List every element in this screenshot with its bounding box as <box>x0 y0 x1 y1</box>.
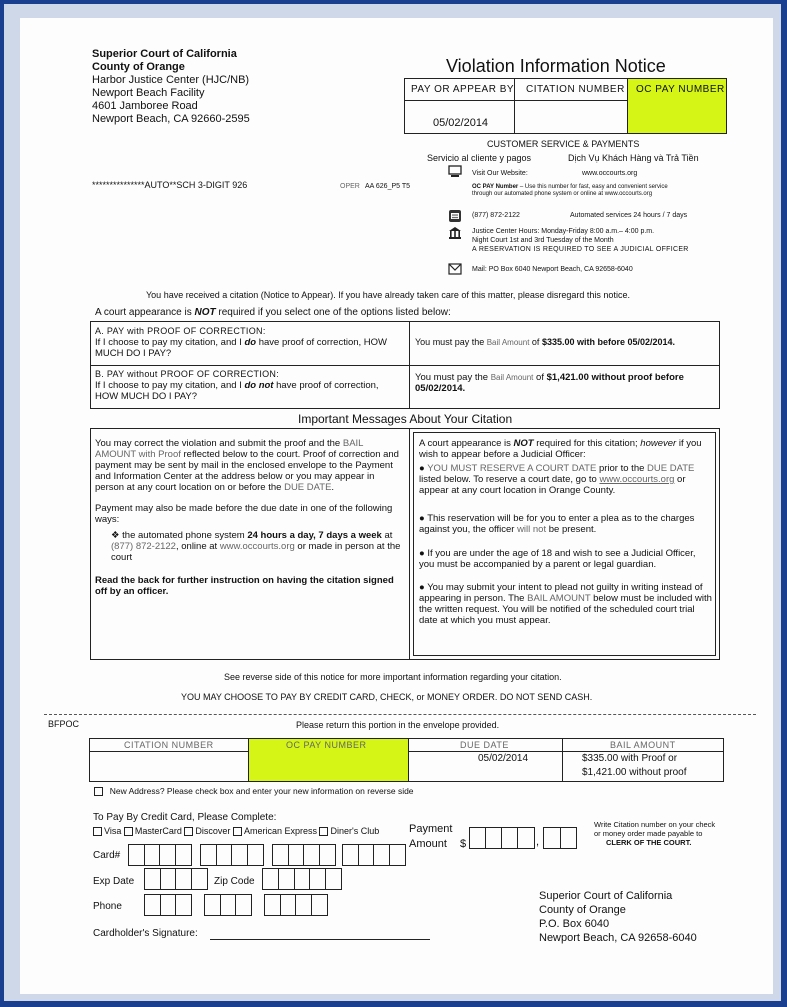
stub-table <box>89 738 724 782</box>
court-center: Harbor Justice Center (HJC/NB) <box>92 74 250 86</box>
reverse-side-note: See reverse side of this notice for more important information regarding your citation. <box>224 672 562 682</box>
payment-methods-note: YOU MAY CHOOSE TO PAY BY CREDIT CARD, CHECK, or MONEY ORDER. DO NOT SEND CASH. <box>181 692 593 702</box>
zip-code-label: Zip Code <box>214 876 255 887</box>
card-number-group-1[interactable] <box>128 844 192 866</box>
discover-checkbox[interactable] <box>184 827 193 836</box>
card-number-group-4[interactable] <box>342 844 406 866</box>
amex-checkbox[interactable] <box>233 827 242 836</box>
left-paragraph-3: ❖ the automated phone system 24 hours a day, 7 days a week at (877) 872-2122, online at www.occourts.org or made in person at the court <box>111 530 401 563</box>
right-paragraph-1: A court appearance is NOT required for this citation; however if you wish to appear before a Judicial Officer: <box>419 438 702 460</box>
exp-date-input[interactable] <box>144 868 208 890</box>
return-addr-court: Superior Court of California <box>539 890 673 902</box>
oper-code: AA 626_P5 T5 <box>365 183 411 190</box>
option-b-question: If I choose to pay my citation, and I do not have proof of correction, HOW MUCH DO I PAY? <box>95 380 379 402</box>
diners-club-checkbox[interactable] <box>319 827 328 836</box>
pay-by-date: 05/02/2014 <box>433 117 489 129</box>
cs-vietnamese: Dịch Vụ Khách Hàng và Trả Tiền <box>568 153 699 163</box>
stub-col-ocpay: OC PAY NUMBER <box>286 740 367 750</box>
new-address-row: New Address? Please check box and enter your new information on reverse side <box>94 786 414 796</box>
left-paragraph-2: Payment may also be made before the due date in one of the following ways: <box>95 503 393 525</box>
citation-received-text: You have received a citation (Notice to Appear). If you have already taken care of this matter, please disregard this notice. <box>146 290 630 300</box>
exp-date-label: Exp Date <box>93 876 135 887</box>
return-addr-city: Newport Beach, CA 92658-6040 <box>539 932 697 944</box>
option-b-amount: You must pay the Bail Amount of $1,421.00 without proof before 05/02/2014. <box>415 372 684 394</box>
right-bullet-under-18: ● If you are under the age of 18 and wish to see a Judicial Officer, you must be accompanied by a parent or legal guardian. <box>419 548 696 570</box>
telephone-icon <box>448 208 462 224</box>
return-addr-county: County of Orange <box>539 904 626 916</box>
website-label: Visit Our Website: <box>472 170 528 177</box>
phone-number: (877) 872-2122 <box>472 212 520 219</box>
col-pay-or-appear: PAY OR APPEAR BY <box>411 84 515 95</box>
col-oc-pay-number: OC PAY NUMBER <box>636 84 725 95</box>
computer-icon <box>448 165 462 179</box>
stub-bail-without-proof: $1,421.00 without proof <box>582 767 687 778</box>
right-bullet-reserve: ● YOU MUST RESERVE A COURT DATE prior to the DUE DATE listed below. To reserve a court date, go to www.occourts.org or appear at any court location in Orange County. <box>419 463 695 496</box>
return-portion-note: Please return this portion in the envelope provided. <box>296 720 500 730</box>
header-table <box>404 78 727 134</box>
right-bullet-plead: ● You may submit your intent to plead not guilty in writing instead of appearing in person. The BAIL AMOUNT below must be included with the written request. You will be notified of the scheduled court trial date at which you must appear. <box>419 582 712 626</box>
court-name: Superior Court of California <box>92 48 237 60</box>
messages-table <box>90 428 720 660</box>
payment-cents-input[interactable] <box>543 827 577 849</box>
notice-title: Violation Information Notice <box>446 56 666 76</box>
amount-label: Amount <box>409 838 447 850</box>
return-addr-po-box: P.O. Box 6040 <box>539 918 610 930</box>
appearance-not-required: A court appearance is NOT required if you select one of the options listed below: <box>95 307 451 318</box>
stub-col-due-date: DUE DATE <box>460 740 509 750</box>
card-number-group-2[interactable] <box>200 844 264 866</box>
justice-center-hours: Justice Center Hours: Monday-Friday 8:00 a.m.– 4:00 p.m. <box>472 228 655 235</box>
stub-code: BFPOC <box>48 719 80 729</box>
auto-mailing-line: ***************AUTO**SCH 3-DIGIT 926 <box>92 180 248 190</box>
ocpay-description: OC PAY Number – Use this number for fast, easy and convenient service <box>472 184 668 190</box>
court-facility: Newport Beach Facility <box>92 87 205 99</box>
option-a-title: A. PAY with PROOF OF CORRECTION: <box>95 326 266 336</box>
left-paragraph-4: Read the back for further instruction on having the citation signed off by an officer. <box>95 575 394 597</box>
website-link[interactable]: www.occourts.org <box>582 170 638 177</box>
mail-address: Mail: PO Box 6040 Newport Beach, CA 92658-6040 <box>472 266 633 273</box>
payment-dollars-input[interactable] <box>469 827 535 849</box>
tear-line <box>44 714 756 715</box>
check-note-1: Write Citation number on your check <box>594 820 716 829</box>
mastercard-checkbox[interactable] <box>124 827 133 836</box>
phone-prefix-input[interactable] <box>204 894 252 916</box>
court-street: 4601 Jamboree Road <box>92 100 198 112</box>
visa-checkbox[interactable] <box>93 827 102 836</box>
dollar-sign: $ <box>460 838 467 850</box>
option-a-amount: You must pay the Bail Amount of $335.00 with before 05/02/2014. <box>415 337 676 347</box>
phone-line-input[interactable] <box>264 894 328 916</box>
stub-col-bail: BAIL AMOUNT <box>610 740 676 750</box>
night-court: Night Court 1st and 3rd Tuesday of the Month <box>472 237 614 244</box>
zip-code-input[interactable] <box>262 868 342 890</box>
cs-spanish: Servicio al cliente y pagos <box>427 153 532 163</box>
reservation-required: A RESERVATION IS REQUIRED TO SEE A JUDICIAL OFFICER <box>472 246 689 253</box>
options-table <box>90 321 720 409</box>
card-type-options: Visa MasterCard Discover American Express Diner's Club <box>93 826 379 836</box>
check-note-3: CLERK OF THE COURT. <box>606 838 692 847</box>
option-b-title: B. PAY without PROOF OF CORRECTION: <box>95 369 280 379</box>
oper-label: OPER <box>340 183 360 190</box>
stub-due-date: 05/02/2014 <box>478 753 529 764</box>
stub-col-citation: CITATION NUMBER <box>124 740 214 750</box>
col-citation-number: CITATION NUMBER <box>526 84 625 95</box>
right-bullet-reservation: ● This reservation will be for you to enter a plea as to the charges against you, the officer will not be present. <box>419 513 695 535</box>
signature-label: Cardholder's Signature: <box>93 928 198 939</box>
court-county: County of Orange <box>92 61 185 73</box>
notice-page <box>20 18 773 994</box>
left-paragraph-1: You may correct the violation and submit the proof and the BAIL AMOUNT with Proof reflected below to the court. Proof of correction and payment may be sent by mail in the enclosed envelope to the Payment and Information Center at the address below or you may appear in person at any court location on or before the DUE DATE. <box>95 438 399 493</box>
court-city: Newport Beach, CA 92660-2595 <box>92 113 250 125</box>
cs-heading: CUSTOMER SERVICE & PAYMENTS <box>487 139 640 149</box>
phone-label: Phone <box>93 901 122 912</box>
signature-line[interactable] <box>210 939 430 940</box>
scan-frame <box>4 4 781 1001</box>
courthouse-icon <box>448 226 462 240</box>
card-number-label: Card# <box>93 850 121 861</box>
cc-heading: To Pay By Credit Card, Please Complete: <box>93 812 277 823</box>
automated-services: Automated services 24 hours / 7 days <box>570 212 688 219</box>
stub-bail-with-proof: $335.00 with Proof or <box>582 753 678 764</box>
option-a-question: If I choose to pay my citation, and I do have proof of correction, HOW MUCH DO I PAY? <box>95 337 388 359</box>
card-number-group-3[interactable] <box>272 844 336 866</box>
new-address-checkbox[interactable] <box>94 787 103 796</box>
payment-label: Payment <box>409 823 453 835</box>
mail-envelope-icon <box>448 263 462 275</box>
check-note-2: or money order made payable to <box>594 829 703 838</box>
decimal-comma: , <box>536 836 540 848</box>
ocpay-description-2: through our automated phone system or online at www.occourts.org <box>472 191 653 197</box>
messages-heading: Important Messages About Your Citation <box>298 412 513 426</box>
phone-area-code-input[interactable] <box>144 894 192 916</box>
